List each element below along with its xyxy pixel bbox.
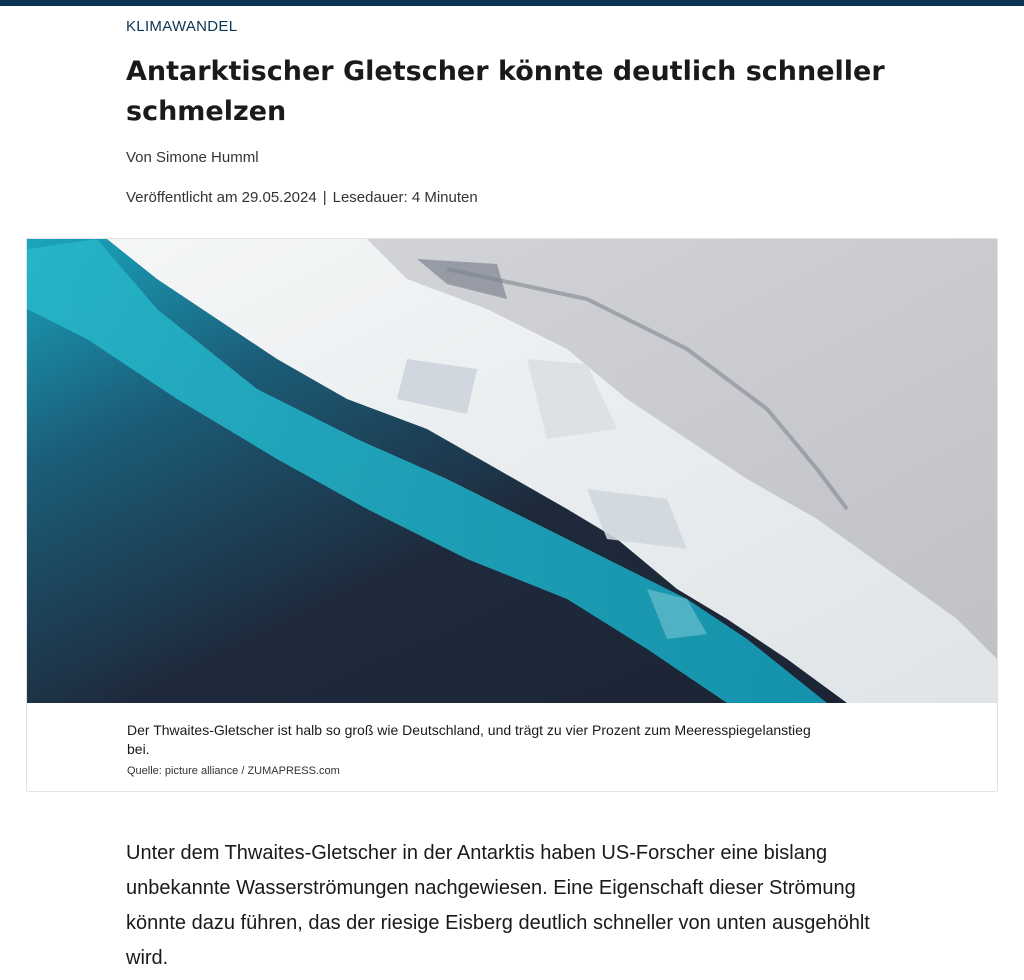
category-kicker[interactable]: KLIMAWANDEL	[126, 18, 238, 35]
author-byline[interactable]: Von Simone Humml	[126, 149, 259, 166]
image-credit: Quelle: picture alliance / ZUMAPRESS.com	[127, 765, 340, 777]
article-lead-paragraph: Unter dem Thwaites-Gletscher in der Antarktis haben US-Forscher eine bislang unbekannte Wasserströmungen nachgewiesen. Eine Eigenschaft dieser Strömung könnte dazu führen, das der riesige Eisberg deutlich schneller von unten ausgehöhlt wird.	[126, 842, 870, 969]
publish-date: Veröffentlicht am 29.05.2024	[126, 189, 317, 206]
article-meta	[126, 189, 478, 206]
meta-separator: |	[322, 189, 327, 206]
image-caption: Der Thwaites-Gletscher ist halb so groß wie Deutschland, und trägt zu vier Prozent zum Meeresspiegelanstieg bei.	[127, 722, 811, 757]
glacier-photo[interactable]	[27, 239, 997, 703]
reading-time: Lesedauer: 4 Minuten	[332, 189, 478, 206]
article-figure	[26, 238, 998, 792]
article-headline: Antarktischer Gletscher könnte deutlich schneller schmelzen	[126, 56, 885, 127]
brand-top-bar	[0, 0, 1024, 6]
